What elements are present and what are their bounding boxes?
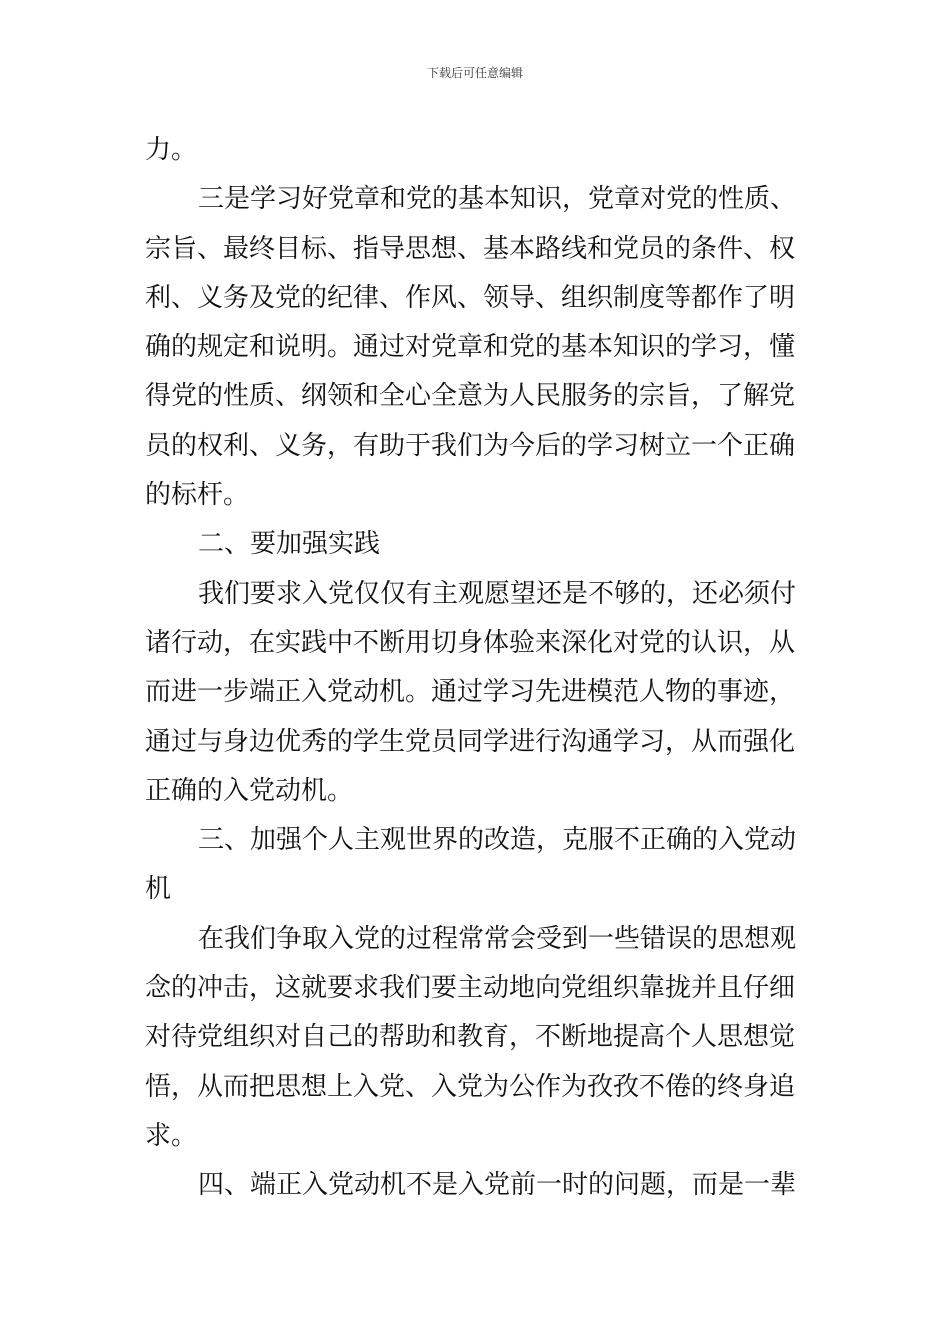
text-line: 四、端正入党动机不是入党前一时的问题，而是一辈: [198, 1170, 797, 1201]
text-line: 念的冲击，这就要求我们要主动地向党组织靠拢并且仔细: [145, 973, 796, 1004]
text-line: 诸行动，在实践中不断用切身体验来深化对党的认识，从: [145, 627, 796, 658]
text-line: 三是学习好党章和党的基本知识，党章对党的性质、: [198, 184, 797, 215]
text-line: 利、义务及党的纪律、作风、领导、组织制度等都作了明: [145, 282, 796, 313]
text-line: 三、加强个人主观世界的改造，克服不正确的入党动: [198, 825, 797, 856]
text-line: 求。: [145, 1120, 198, 1151]
text-line: 二、要加强实践: [198, 529, 381, 560]
header-text: 下载后可任意编辑: [426, 66, 523, 80]
text-line: 通过与身边优秀的学生党员同学进行沟通学习，从而强化: [145, 726, 796, 757]
text-line: 正确的入党动机。: [145, 775, 354, 806]
text-line: 而进一步端正入党动机。通过学习先进模范人物的事迹，: [145, 677, 796, 708]
text-line: 员的权利、义务，有助于我们为今后的学习树立一个正确: [145, 430, 796, 461]
text-line: 宗旨、最终目标、指导思想、基本路线和党员的条件、权: [145, 233, 796, 264]
text-line: 对待党组织对自己的帮助和教育，不断地提高个人思想觉: [145, 1022, 796, 1053]
text-line: 力。: [145, 135, 198, 165]
text-line: 确的规定和说明。通过对党章和党的基本知识的学习，懂: [145, 332, 796, 363]
text-line: 我们要求入党仅仅有主观愿望还是不够的，还必须付: [198, 578, 797, 609]
text-line: 机: [145, 874, 172, 905]
document-body: [145, 126, 810, 1211]
text-line: 得党的性质、纲领和全心全意为人民服务的宗旨，了解党: [145, 381, 796, 412]
text-line: 在我们争取入党的过程常常会受到一些错误的思想观: [198, 923, 797, 954]
text-line: 悟，从而把思想上入党、入党为公作为孜孜不倦的终身追: [145, 1071, 796, 1102]
page-header: [0, 66, 950, 80]
text-line: 的标杆。: [145, 480, 250, 511]
